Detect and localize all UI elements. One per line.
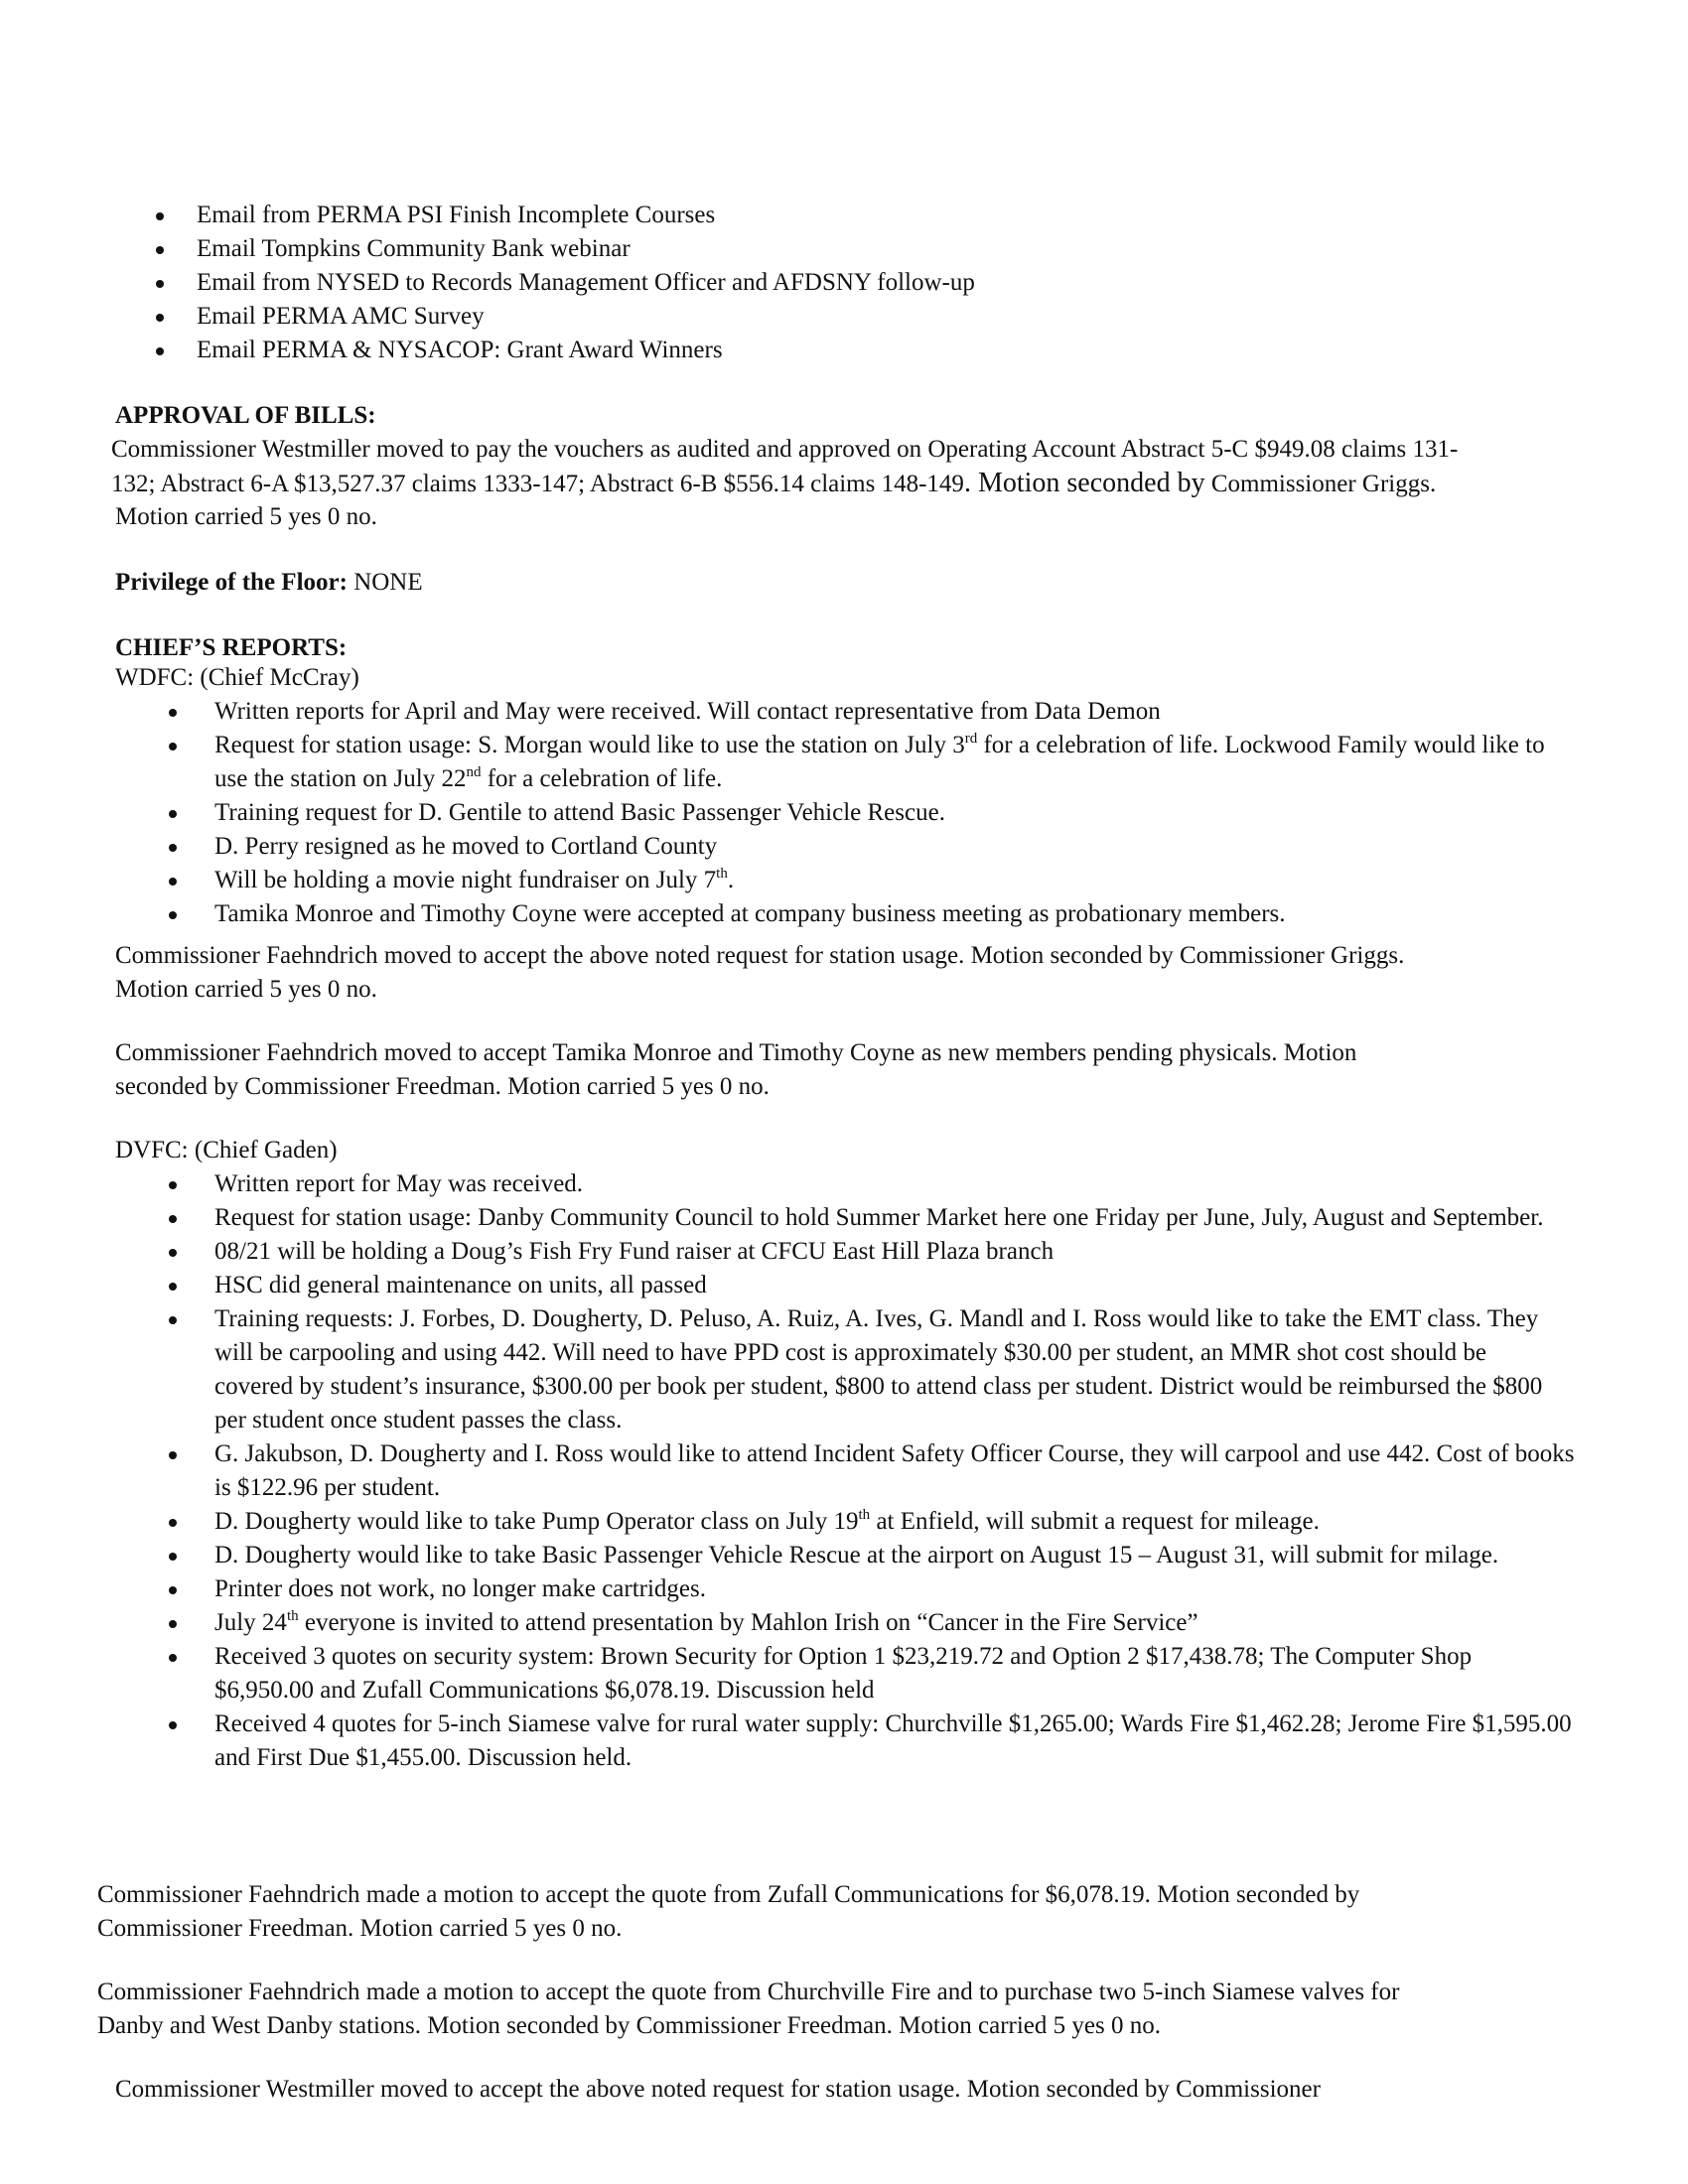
motion-dvfc-1-line-2: Commissioner Freedman. Motion carried 5 yes 0 no.	[97, 1915, 623, 1942]
bullet-icon	[169, 1316, 177, 1324]
privilege-of-floor: Privilege of the Floor: NONE	[115, 569, 423, 596]
bullet-icon	[169, 1283, 177, 1291]
bullet-icon	[169, 844, 177, 852]
list-item: Written report for May was received.	[0, 1167, 1575, 1201]
bullet-icon	[169, 1553, 177, 1561]
dvfc-list	[0, 1167, 1688, 1775]
bullet-icon	[169, 1451, 177, 1459]
approval-heading: APPROVAL OF BILLS:	[115, 402, 376, 429]
motion-wdfc-1-line-1: Commissioner Faehndrich moved to accept the above noted request for station usage. Motion seconded by Commissioner Griggs.	[115, 942, 1405, 969]
bullet-icon	[169, 911, 177, 919]
motion-wdfc-1-line-2: Motion carried 5 yes 0 no.	[115, 976, 377, 1003]
list-item: Tamika Monroe and Timothy Coyne were accepted at company business meeting as probationary members.	[0, 897, 1688, 931]
chiefs-reports-heading: CHIEF’S REPORTS:	[115, 634, 348, 661]
approval-line-2: 132; Abstract 6-A $13,527.37 claims 1333-147; Abstract 6-B $556.14 claims 148-149. Motion seconded by Commissioner Griggs.	[111, 468, 1437, 498]
list-item: July 24th everyone is invited to attend presentation by Mahlon Irish on “Cancer in the Fire Service”	[0, 1606, 1575, 1640]
bullet-icon	[169, 709, 177, 717]
bullet-icon	[169, 810, 177, 818]
bullet-icon	[169, 1249, 177, 1257]
approval-line-3: Motion carried 5 yes 0 no.	[115, 503, 377, 530]
list-item: D. Dougherty would like to take Basic Passenger Vehicle Rescue at the airport on August 15 – August 31, will submit for milage.	[0, 1539, 1565, 1572]
motion-dvfc-2-line-1: Commissioner Faehndrich made a motion to accept the quote from Churchville Fire and to purchase two 5-inch Siamese valves for	[97, 1979, 1400, 2005]
email-list-section	[0, 199, 1688, 367]
list-item: G. Jakubson, D. Dougherty and I. Ross would like to attend Incident Safety Officer Course, they will carpool and use 442. Cost of books is $122.96 per student.	[0, 1437, 1575, 1505]
list-item: HSC did general maintenance on units, all passed	[0, 1269, 1575, 1302]
list-item: Email Tompkins Community Bank webinar	[0, 232, 1688, 266]
bullet-icon	[169, 743, 177, 751]
list-item: Email PERMA AMC Survey	[0, 300, 1688, 334]
motion-wdfc-2-line-2: seconded by Commissioner Freedman. Motion carried 5 yes 0 no.	[115, 1073, 770, 1100]
motion-dvfc-3: Commissioner Westmiller moved to accept the above noted request for station usage. Motion seconded by Commissioner	[115, 2076, 1321, 2103]
bullet-icon	[169, 1519, 177, 1527]
list-item: Email PERMA & NYSACOP: Grant Award Winners	[0, 334, 1688, 367]
list-item: Printer does not work, no longer make cartridges.	[0, 1572, 1575, 1606]
motion-dvfc-1-line-1: Commissioner Faehndrich made a motion to accept the quote from Zufall Communications for $6,078.19. Motion seconded by	[97, 1881, 1360, 1908]
wdfc-label: WDFC: (Chief McCray)	[115, 664, 359, 691]
list-item: Received 4 quotes for 5-inch Siamese valve for rural water supply: Churchville $1,265.00; Wards Fire $1,462.28; Jerome Fire $1,595.00 and First Due $1,455.00. Discussion held.	[0, 1707, 1575, 1775]
email-list	[0, 199, 1688, 367]
bullet-icon	[169, 1654, 177, 1662]
bullet-icon	[169, 878, 177, 886]
approval-line-1: Commissioner Westmiller moved to pay the vouchers as audited and approved on Operating Account Abstract 5-C $949.08 claims 131-	[111, 436, 1459, 463]
bullet-icon	[156, 246, 164, 254]
list-item: Email from PERMA PSI Finish Incomplete Courses	[0, 199, 1688, 232]
list-item: Training requests: J. Forbes, D. Dougherty, D. Peluso, A. Ruiz, A. Ives, G. Mandl and I. Ross would like to take the EMT class. They will be carpooling and using 442. Will need to have PPD cost is approximately $30.00 per student, an MMR shot cost should be covered by student’s insurance, $300.00 per book per student, $800 to attend class per student. District would be reimbursed the $800 per student once student passes the class.	[0, 1302, 1565, 1437]
bullet-icon	[169, 1620, 177, 1628]
bullet-icon	[156, 212, 164, 220]
list-item: Received 3 quotes on security system: Brown Security for Option 1 $23,219.72 and Option 2 $17,438.78; The Computer Shop $6,950.00 and Zufall Communications $6,078.19. Discussion held	[0, 1640, 1575, 1707]
list-item: Training request for D. Gentile to attend Basic Passenger Vehicle Rescue.	[0, 796, 1688, 830]
motion-wdfc-2-line-1: Commissioner Faehndrich moved to accept Tamika Monroe and Timothy Coyne as new members pending physicals. Motion	[115, 1039, 1357, 1066]
bullet-icon	[169, 1215, 177, 1223]
motion-dvfc-2-line-2: Danby and West Danby stations. Motion seconded by Commissioner Freedman. Motion carried 5 yes 0 no.	[97, 2012, 1161, 2039]
bullet-icon	[156, 314, 164, 322]
bullet-icon	[156, 347, 164, 355]
list-item: Written reports for April and May were received. Will contact representative from Data Demon	[0, 695, 1575, 729]
list-item: D. Dougherty would like to take Pump Operator class on July 19th at Enfield, will submit a request for mileage.	[0, 1505, 1575, 1539]
bullet-icon	[156, 280, 164, 288]
dvfc-section	[0, 1167, 1688, 1775]
list-item: 08/21 will be holding a Doug’s Fish Fry Fund raiser at CFCU East Hill Plaza branch	[0, 1235, 1575, 1269]
dvfc-label: DVFC: (Chief Gaden)	[115, 1137, 338, 1163]
list-item: D. Perry resigned as he moved to Cortland County	[0, 830, 1688, 864]
list-item: Request for station usage: S. Morgan would like to use the station on July 3rd for a celebration of life. Lockwood Family would like to use the station on July 22nd for a celebration of life.	[0, 729, 1555, 796]
bullet-icon	[169, 1586, 177, 1594]
bullet-icon	[169, 1721, 177, 1729]
list-item: Email from NYSED to Records Management Officer and AFDSNY follow-up	[0, 266, 1688, 300]
wdfc-section	[0, 695, 1688, 931]
bullet-icon	[169, 1181, 177, 1189]
list-item: Request for station usage: Danby Community Council to hold Summer Market here one Friday per June, July, August and September.	[0, 1201, 1575, 1235]
list-item: Will be holding a movie night fundraiser on July 7th.	[0, 864, 1688, 897]
wdfc-list	[0, 695, 1688, 931]
